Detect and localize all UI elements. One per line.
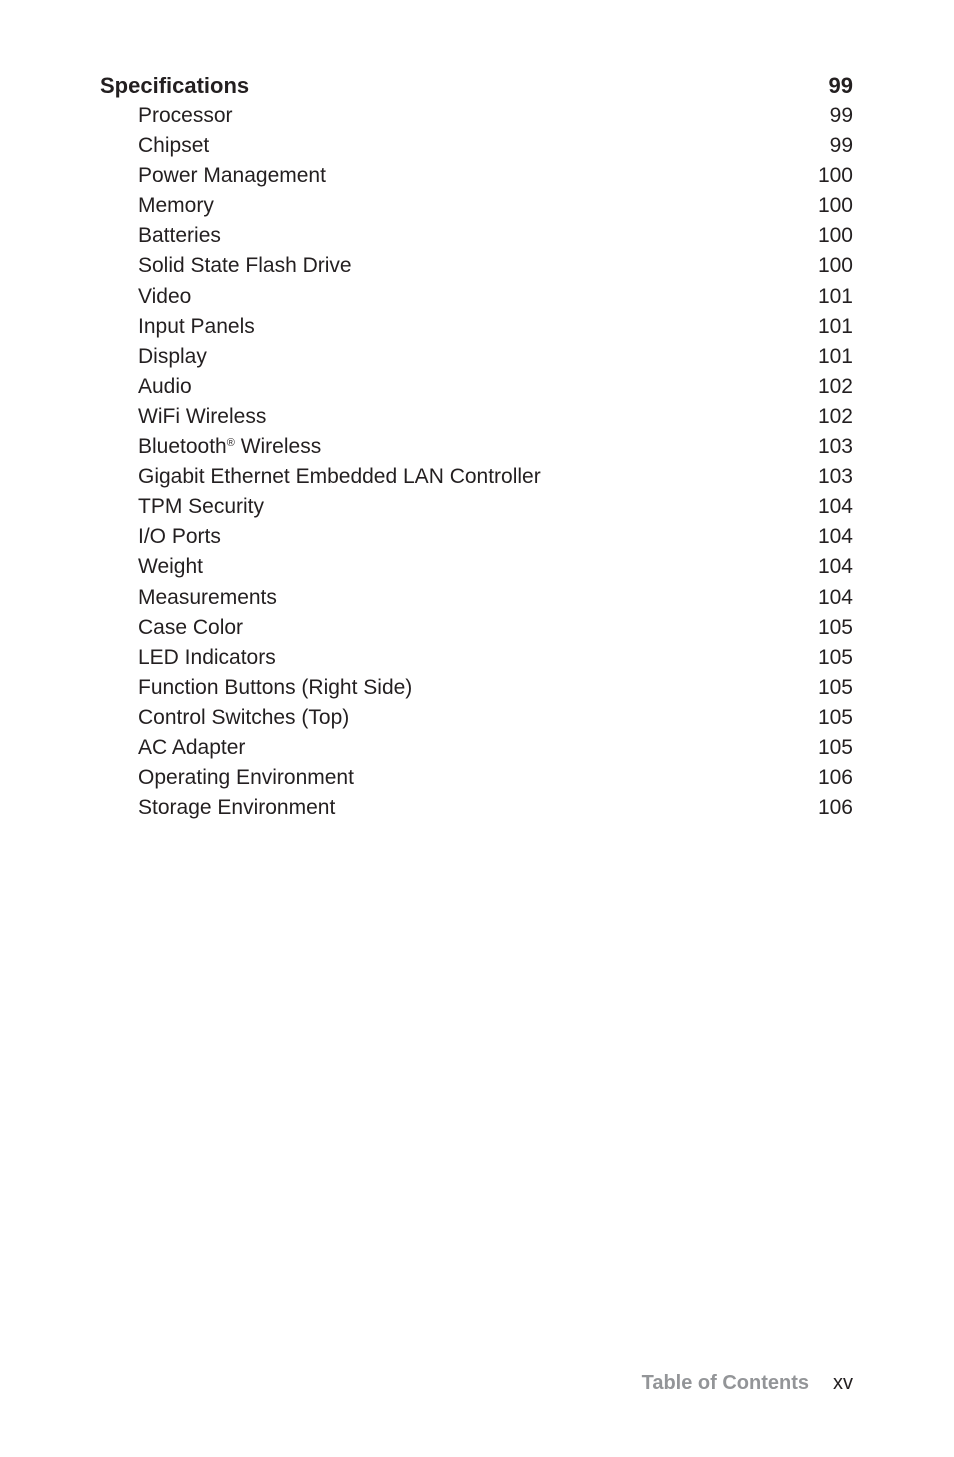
toc-entry[interactable] (100, 372, 853, 402)
toc-entry-page-number: 104 (817, 555, 853, 579)
toc-entry-page-number: 100 (817, 224, 853, 248)
toc-entry-page-number: 105 (817, 705, 853, 729)
toc-entry-label-text: Audio (138, 374, 192, 398)
toc-entry-label-text: Operating Environment (138, 766, 354, 790)
toc-entry[interactable] (100, 492, 853, 522)
toc-entry-label (138, 282, 191, 312)
toc-entry-page-number: 102 (817, 404, 853, 428)
toc-entry-label-text: Measurements (138, 585, 277, 609)
toc-entry-label-text: Processor (138, 104, 233, 127)
toc-entry-label (138, 251, 352, 281)
toc-entry[interactable] (100, 763, 853, 793)
toc-entry[interactable] (100, 522, 853, 552)
toc-entry-page-number: 104 (817, 495, 853, 519)
toc-entry-label (138, 613, 243, 643)
toc-entry-label-text: Chipset (138, 134, 210, 158)
toc-entry[interactable] (100, 432, 853, 462)
toc-entry-label-text: Memory (138, 194, 214, 218)
toc-entry-page-number: 105 (817, 615, 853, 639)
toc-entry-label (138, 221, 221, 251)
toc-entry[interactable] (100, 733, 853, 763)
toc-entry[interactable] (100, 583, 853, 613)
toc-entry-label-text: Display (138, 344, 207, 368)
toc-entry[interactable] (100, 643, 853, 673)
toc-entry-label-text: Gigabit Ethernet Embedded LAN Controller (138, 465, 541, 489)
toc-entry-label (138, 402, 266, 432)
toc-entry-label (138, 161, 326, 191)
toc-entry-label-text: TPM Security (138, 495, 265, 519)
toc-entry-label (138, 492, 264, 522)
toc-entry-label (138, 522, 221, 552)
footer-page-number: xv (833, 1372, 853, 1394)
toc-entry[interactable] (100, 101, 853, 131)
toc-entry-label (138, 432, 321, 462)
section-page-number: 99 (828, 73, 853, 98)
toc-entry[interactable] (100, 251, 853, 281)
toc-entry[interactable] (100, 131, 853, 161)
toc-entry-label (138, 703, 349, 733)
toc-entry[interactable] (100, 312, 853, 342)
toc-entry-page-number: 100 (817, 254, 853, 278)
toc-entry-label (138, 191, 214, 221)
toc-entry-label-text: I/O Ports (138, 525, 221, 549)
toc-entry-label (138, 312, 255, 342)
toc-entry[interactable] (100, 673, 853, 703)
toc-entry-page-number: 104 (817, 585, 853, 609)
toc-entry-label-text: Control Switches (Top) (138, 705, 350, 729)
toc-entry-page-number: 105 (817, 735, 853, 759)
toc-entry-label (138, 673, 412, 703)
toc-entry-label (138, 763, 354, 793)
toc-entry-label (138, 342, 207, 372)
toc-entry[interactable] (100, 793, 853, 823)
toc-entry-label (138, 462, 541, 492)
toc-entry-label-rest: Wireless (234, 435, 322, 459)
toc-entry[interactable] (100, 703, 853, 733)
toc-entry-label-text: Video (138, 284, 192, 308)
toc-entry-page-number: 100 (817, 194, 853, 218)
toc-entry-label-text: Power Management (138, 164, 326, 188)
toc-entry[interactable] (100, 221, 853, 251)
toc-entry-page-number: 105 (817, 645, 853, 669)
toc-entry[interactable] (100, 282, 853, 312)
toc-entry[interactable] (100, 191, 853, 221)
toc-entry-page-number: 103 (817, 435, 853, 459)
table-of-contents (100, 70, 853, 823)
toc-entry-page-number: 101 (817, 314, 853, 338)
toc-entry-page-number: 99 (829, 104, 853, 127)
toc-entry-list (100, 101, 853, 823)
toc-entry-label-text: Weight (138, 555, 203, 579)
toc-entry-label-text: Case Color (138, 615, 244, 639)
toc-entry[interactable] (100, 613, 853, 643)
toc-entry-label-text: WiFi Wireless (138, 404, 267, 428)
toc-entry-page-number: 102 (817, 374, 853, 398)
toc-entry-label (138, 643, 276, 673)
toc-entry-label-text: Batteries (138, 224, 221, 248)
footer-title: Table of Contents (641, 1372, 809, 1394)
toc-entry-label-text: LED Indicators (138, 645, 276, 669)
toc-entry-page-number: 105 (817, 675, 853, 699)
toc-entry-page-number: 104 (817, 525, 853, 549)
toc-entry-page-number: 99 (829, 134, 853, 158)
section-title: Specifications (100, 73, 250, 98)
toc-entry-page-number: 103 (817, 465, 853, 489)
toc-section-heading[interactable] (100, 70, 853, 101)
toc-entry-label-text: AC Adapter (138, 735, 246, 759)
toc-entry-page-number: 106 (817, 796, 853, 820)
toc-entry-label (138, 552, 203, 582)
toc-entry-label (138, 131, 209, 161)
toc-entry-label (138, 733, 245, 763)
toc-entry[interactable] (100, 402, 853, 432)
toc-entry[interactable] (100, 552, 853, 582)
toc-entry-page-number: 106 (817, 766, 853, 790)
toc-entry-label-text: Input Panels (138, 314, 255, 338)
toc-entry-page-number: 101 (817, 344, 853, 368)
registered-mark: ® (226, 437, 235, 450)
toc-entry-label-text: Function Buttons (Right Side) (138, 675, 413, 699)
toc-entry-label-text: Storage Environment (138, 796, 336, 820)
toc-entry-label (138, 793, 335, 823)
toc-entry-page-number: 101 (817, 284, 853, 308)
toc-entry[interactable] (100, 342, 853, 372)
page-footer (642, 1368, 853, 1398)
toc-entry-label-text: Bluetooth (138, 435, 227, 459)
toc-entry[interactable] (100, 462, 853, 492)
toc-entry-label (138, 101, 233, 131)
toc-entry[interactable] (100, 161, 853, 191)
toc-entry-label (138, 583, 277, 613)
toc-entry-page-number: 100 (817, 164, 853, 188)
toc-entry-label (138, 372, 192, 402)
toc-entry-label-text: Solid State Flash Drive (138, 254, 352, 278)
